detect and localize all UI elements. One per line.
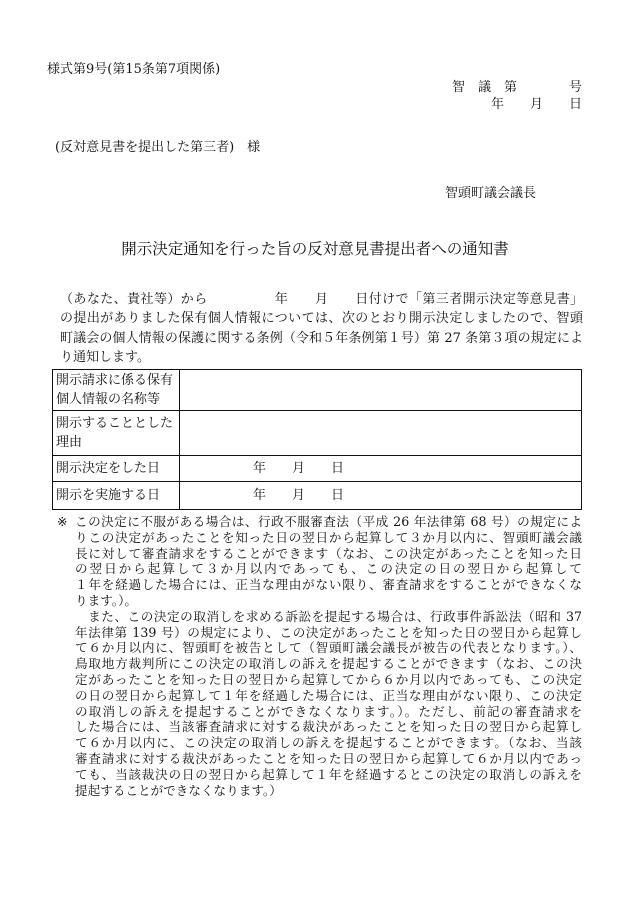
- row-label: 開示請求に係る保有個人情報の名称等: [56, 373, 174, 407]
- form-number: 様式第9号(第15条第7項関係): [47, 62, 221, 77]
- row-label-cell: [53, 370, 180, 410]
- document-date: 年 月 日: [490, 97, 582, 112]
- row-value-cell: [180, 456, 581, 481]
- table-row: [53, 481, 581, 509]
- row-label: 開示を実施する日: [56, 488, 161, 503]
- notes-line: ります。）。: [75, 592, 137, 608]
- notes-line: りこの決定があったことを知った日の翌日から起算して３か月以内に、智頭町議会議: [75, 529, 582, 545]
- document-title: 開示決定通知を行った旨の反対意見書提出者への通知書: [121, 240, 509, 258]
- disclosure-table: [52, 369, 582, 510]
- row-value-cell: [180, 370, 581, 410]
- table-row: [53, 370, 581, 410]
- notes-line: て６か月以内に、智頭町を被告として（智頭町議会議長が被告の代表となります。）、: [75, 640, 582, 656]
- notes-line: の日の翌日から起算して１年を経過した場合には、正当な理由がない限り、この決定: [75, 687, 582, 703]
- notes-line: て６か月以内に、この決定の取消しの訴えを提起することができます。（なお、当該: [75, 735, 582, 751]
- notes-line: 鳥取地方裁判所にこの決定の取消しの訴えを提起することができます（なお、この決: [75, 656, 582, 672]
- row-value-cell: [180, 411, 581, 455]
- row-label-cell: [53, 411, 180, 455]
- notes-line: 長に対して審査請求をすることができます（なお、この決定があったことを知った日: [75, 545, 582, 561]
- body-line: 町議会の個人情報の保護に関する条例（令和５年条例第１号）第 27 条第３項の規定によ: [60, 330, 583, 346]
- body-line: （あなた、貴社等）から 年 月 日付けで「第三者開示決定等意見書」: [60, 292, 583, 307]
- body-paragraph: [60, 290, 583, 367]
- notes-line: の翌日から起算して３か月以内であっても、この決定の日の翌日から起算して: [75, 561, 582, 577]
- body-line: の提出がありました保有個人情報については、次のとおり開示決定しましたので、智頭: [60, 311, 583, 327]
- notes-line: 審査請求に対する裁決があったことを知った日の翌日から起算して６か月以内であっ: [75, 750, 582, 766]
- notes-line: の取消しの訴えを提起することができなくなります。）。ただし、前記の審査請求を: [75, 703, 582, 719]
- row-label-cell: [53, 456, 180, 481]
- notes-section: [75, 514, 582, 798]
- notes-line: した場合には、当該審査請求に対する裁決があったことを知った日の翌日から起算し: [75, 719, 582, 735]
- row-value-cell: [180, 482, 581, 509]
- notes-line: 年法律第 139 号）の規定により、この決定があったことを知った日の翌日から起算し: [75, 624, 582, 640]
- notes-line: １年を経過した場合には、正当な理由がない限り、審査請求をすることができなくな: [75, 577, 582, 593]
- decision-date-value: 年 月 日: [253, 461, 345, 476]
- row-label: 開示決定をした日: [56, 461, 161, 476]
- notes-line: また、この決定の取消しを求める訴訟を提起する場合は、行政事件訴訟法（昭和 37: [75, 608, 582, 624]
- notes-line: 定があったことを知った日の翌日から起算してから６か月以内であっても、この決定: [75, 671, 582, 687]
- notes-line: ても、当該裁決の日の翌日から起算して１年を経過するとこの決定の取消しの訴えを: [75, 766, 582, 782]
- notes-line: 提起することができなくなります。）: [75, 782, 282, 798]
- notes-line: この決定に不服がある場合は、行政不服審査法（平成 26 年法律第 68 号）の規定によ: [75, 514, 582, 529]
- document-number: 智 議 第 号: [451, 80, 582, 95]
- table-row: [53, 410, 581, 455]
- row-label-cell: [53, 482, 180, 509]
- table-row: [53, 455, 581, 481]
- implementation-date-value: 年 月 日: [253, 488, 345, 503]
- body-line: り通知します。: [60, 349, 150, 365]
- row-label: 開示することとした理由: [56, 416, 174, 450]
- addressee: (反対意見書を提出した第三者) 様: [55, 140, 261, 155]
- note-mark: ※: [57, 514, 68, 529]
- sender: 智頭町議会議長: [445, 186, 537, 201]
